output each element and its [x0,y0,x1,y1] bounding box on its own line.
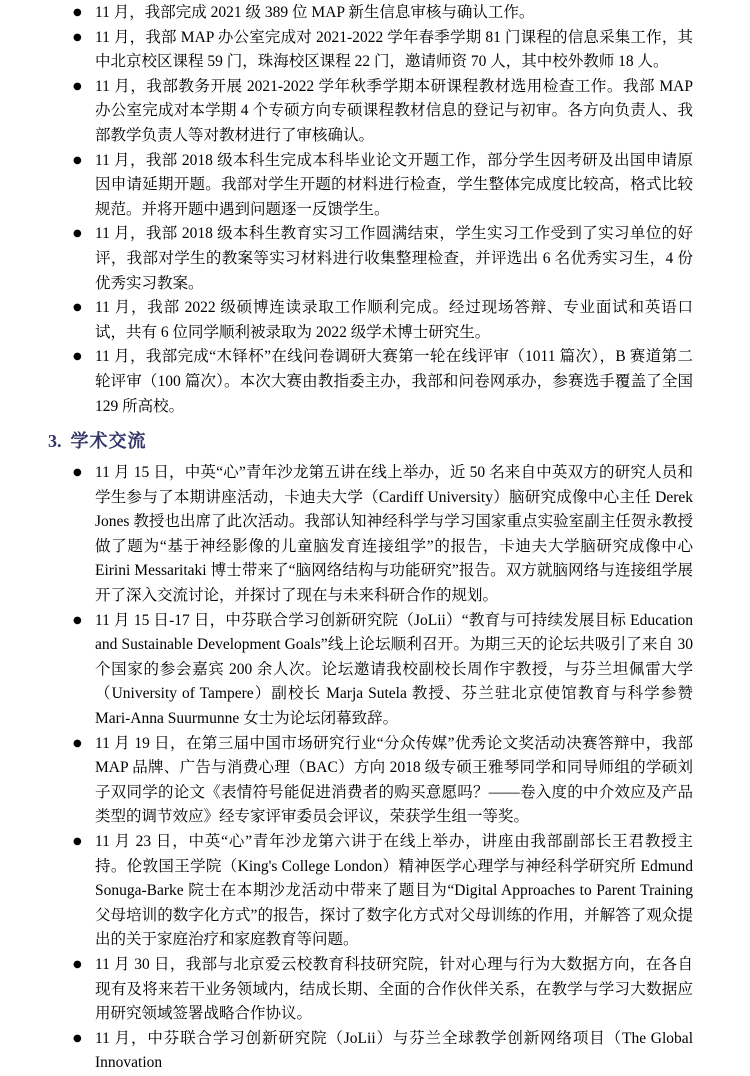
bullet-icon: ● [73,302,82,314]
list-item [73,345,693,419]
section-title: 学术交流 [70,431,147,452]
bullet-icon: ● [73,228,82,240]
bullet-icon: ● [73,351,82,363]
list-item [73,1,693,26]
bullet-text: 11 月，我部 MAP 办公室完成对 2021-2022 学年春季学期 81 门课程的信息采集工作，其中北京校区课程 59 门，珠海校区课程 22 门，邀请师资 70 人，其中校外教师 18 人。 [95,28,693,71]
bullet-text: 11 月，我部完成“木铎杯”在线问卷调研大赛第一轮在线评审（1011 篇次），B 赛道第二轮评审（100 篇次）。本次大赛由教指委主办，我部和问卷网承办，参赛选手覆盖了全国 129 所高校。 [95,348,693,415]
list-item [73,222,693,296]
bullet-text: 11 月，我部 2018 级本科生教育实习工作圆满结束，学生实习工作受到了实习单位的好评，我部对学生的教案等实习材料进行收集整理检查，并评选出 6 名优秀实习生，4 份优秀实习教案。 [95,225,693,292]
list-item [73,149,693,223]
section-number: 3. [48,431,62,452]
bullet-icon: ● [73,31,82,43]
list-item [73,1027,693,1076]
bullet-text: 11 月，我部 2022 级硕博连读录取工作顺利完成。经过现场答辩、专业面试和英语口试，共有 6 位同学顺利被录取为 2022 级学术博士研究生。 [95,299,693,341]
section-heading-academic-exchange [48,428,693,454]
bullet-text: 11 月 23 日，中英“心”青年沙龙第六讲于在线上举办，讲座由我部副部长王君教授主持。伦敦国王学院（King's College London）精神医学心理学与神经科学研究所 Edmund Sonuga-Barke 院士在本期沙龙活动中带来了题目为“Digital Approaches to Parent Training 父母培训的数字化方式”的报告，探讨了数字化方式对父母训练的作用，并解答了观众提出的关于家庭治疗和家庭教育等问题。 [95,833,693,949]
list-item [73,26,693,75]
bullet-text: 11 月，中芬联合学习创新研究院（JoLii）与芬兰全球教学创新网络项目（The Global Innovation [95,1029,693,1072]
bullet-icon: ● [73,80,82,92]
list-item [73,296,693,345]
bullet-text: 11 月 15 日-17 日，中芬联合学习创新研究院（JoLii）“教育与可持续发展目标 Education and Sustainable Development Goals”线上论坛顺利召开。为期三天的论坛共吸引了来自 30 个国家的参会嘉宾 200 余人次。论坛邀请我校副校长周作宇教授，与芬兰坦佩雷大学（University of Tampere）副校长 Marja Sutela 教授、芬兰驻北京使馆教育与科学参赞 Mari-Anna Suurmunne 女士为论坛闭幕致辞。 [95,611,693,728]
bullet-icon: ● [73,836,82,847]
list-item [73,732,693,830]
list-item [73,461,693,609]
bullet-text: 11 月 15 日，中英“心”青年沙龙第五讲在线上举办，近 50 名来自中英双方的研究人员和学生参与了本期讲座活动，卡迪夫大学（Cardiff University）脑研究成像中心主任 Derek Jones 教授也出席了此次活动。我部认知神经科学与学习国家重点实验室副主任贺永教授做了题为“基于神经影像的儿童脑发育连接组学”的报告，卡迪夫大学脑研究成像中心 Eirini Messaritaki 博士带来了“脑网络结构与功能研究”报告。双方就脑网络与连接组学展开了深入交流讨论，并探讨了现在与未来科研合作的规划。 [95,464,693,605]
bullet-icon: ● [73,737,82,749]
list-item [73,75,693,149]
bullet-icon: ● [73,614,82,626]
bullet-icon: ● [73,467,82,479]
bullet-icon: ● [73,154,82,166]
bullet-text: 11 月，我部教务开展 2021-2022 学年秋季学期本研课程教材选用检查工作。我部 MAP 办公室完成对本学期 4 个专硕方向专硕课程教材信息的登记与初审。各方向负责人、我部教学负责人等对教材进行了审核确认。 [95,77,693,144]
bullet-icon: ● [73,1032,82,1044]
academic-exchange-bullet-list [48,461,693,1076]
bullet-text: 11 月，我部完成 2021 级 389 位 MAP 新生信息审核与确认工作。 [95,4,535,21]
list-item [73,609,693,732]
list-item [73,953,693,1027]
bullet-text: 11 月，我部 2018 级本科生完成本科毕业论文开题工作，部分学生因考研及出国申请原因申请延期开题。我部对学生开题的材料进行检查，学生整体完成度比较高，格式比较规范。并将开题中遇到问题逐一反馈学生。 [95,151,693,218]
bullet-text: 11 月 19 日，在第三届中国市场研究行业“分众传媒”优秀论文奖活动决赛答辩中，我部 MAP 品牌、广告与消费心理（BAC）方向 2018 级专硕王雅琴同学和同导师组的学硕刘子双同学的论文《表情符号能促进消费者的购买意愿吗？——卷入度的中介效应及产品类型的调节效应》经专家评审委员会评议，荣获学生组一等奖。 [95,734,693,826]
bullet-icon: ● [73,958,82,970]
november-work-bullet-list [48,1,693,419]
bullet-icon: ● [73,7,82,18]
list-item [73,830,693,953]
bullet-text: 11 月 30 日，我部与北京爱云校教育科技研究院，针对心理与行为大数据方向，在各自现有及将来若干业务领域内，结成长期、全面的合作伙伴关系，在教学与学习大数据应用研究领域签署战略合作协议。 [95,955,693,1023]
